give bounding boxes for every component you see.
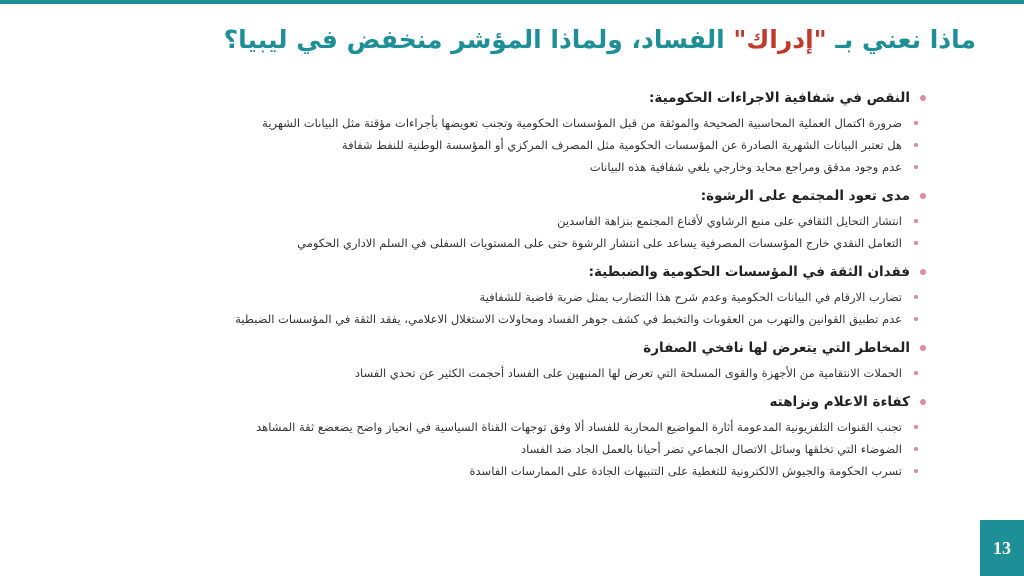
bullet-item-text: انتشار التحايل الثقافي على منبع الرشاوي لأقناع المجتمع بنزاهة الفاسدين — [557, 214, 902, 228]
bullet-list — [50, 286, 928, 330]
bullet-list — [50, 210, 928, 254]
section-heading — [50, 338, 928, 358]
bullet-item — [50, 112, 928, 134]
bullet-icon — [914, 469, 918, 473]
bullet-icon — [914, 165, 918, 169]
section-heading-text: المخاطر التي يتعرض لها نافخي الصفارة — [643, 340, 910, 356]
bullet-item-text: تسرب الحكومة والجيوش الالكترونية للتغطية على التنبيهات الجادة على الممارسات الفاسدة — [469, 464, 902, 478]
bullet-item-text: عدم تطبيق القوانين والتهرب من العقوبات والتخبط في كشف جوهر الفساد ومحاولات الاستغلال الاعلامي، يفقد الثقة في المؤسسات الضبطية — [235, 312, 902, 326]
section-transparency — [50, 88, 928, 178]
bullet-item — [50, 460, 928, 482]
bullet-list — [50, 416, 928, 482]
title-quoted-term: "إدراك" — [733, 25, 827, 54]
section-heading-text: النقص في شفافية الاجراءات الحكومية: — [649, 90, 910, 106]
bullet-icon — [920, 269, 926, 275]
page-number-tab — [980, 520, 1024, 576]
bullet-item — [50, 210, 928, 232]
bullet-item-text: عدم وجود مدقق ومراجع محايد وخارجي يلغي شفافية هذه البيانات — [589, 160, 902, 174]
bullet-item-text: الحملات الانتقامية من الأجهزة والقوى المسلحة التي تعرض لها المنبهين على الفساد أحجمت الكثير عن تحدي الفساد — [354, 366, 902, 380]
bullet-item — [50, 134, 928, 156]
bullet-icon — [914, 241, 918, 245]
slide-content — [50, 88, 928, 490]
section-heading-text: فقدان الثقة في المؤسسات الحكومية والضبطية: — [588, 264, 910, 280]
bullet-icon — [920, 399, 926, 405]
page-number: 13 — [993, 537, 1011, 558]
bullet-item-text: تضارب الارقام في البيانات الحكومية وعدم شرح هذا التضارب يمثل ضربة قاضية للشفافية — [479, 290, 902, 304]
section-heading-text: مدى تعود المجتمع على الرشوة: — [700, 188, 910, 204]
section-whistleblowers — [50, 338, 928, 384]
bullet-item-text: التعامل النقدي خارج المؤسسات المصرفية يساعد على انتشار الرشوة حتى على المستويات السفلى في السلم الاداري الحكومي — [297, 236, 902, 250]
bullet-icon — [914, 317, 918, 321]
section-heading — [50, 186, 928, 206]
bullet-item — [50, 308, 928, 330]
bullet-item — [50, 232, 928, 254]
title-part-1: ماذا نعني بـ — [826, 25, 976, 54]
bullet-icon — [914, 219, 918, 223]
bullet-item — [50, 438, 928, 460]
bullet-item-text: الضوضاء التي تخلقها وسائل الاتصال الجماعي تضر أحيانا بالعمل الجاد ضد الفساد — [521, 442, 902, 456]
slide-title — [120, 20, 976, 60]
section-heading — [50, 392, 928, 412]
top-accent-bar — [0, 0, 1024, 4]
bullet-item-text: ضرورة اكتمال العملية المحاسبية الصحيحة والموثقة من قبل المؤسسات الحكومية وتجنب تعويضها بأجراءات مؤقتة مثل البيانات الشهرية — [262, 116, 902, 130]
bullet-item-text: هل تعتبر البيانات الشهرية الصادرة عن المؤسسات الحكومية مثل المصرف المركزي أو المؤسسة الوطنية للنفط شفافة — [341, 138, 902, 152]
bullet-item — [50, 286, 928, 308]
section-heading — [50, 88, 928, 108]
bullet-icon — [914, 425, 918, 429]
bullet-list — [50, 112, 928, 178]
bullet-icon — [920, 345, 926, 351]
bullet-icon — [914, 143, 918, 147]
bullet-icon — [920, 95, 926, 101]
section-media — [50, 392, 928, 482]
section-bribery — [50, 186, 928, 254]
bullet-item — [50, 416, 928, 438]
bullet-icon — [914, 295, 918, 299]
bullet-item-text: تجنب القنوات التلفزيونية المدعومة أثارة المواضيع المحاربة للفساد ألا وفق توجهات القناة السياسية في انحياز واضح يضعضع ثقة المشاهد — [256, 420, 902, 434]
section-trust — [50, 262, 928, 330]
bullet-item — [50, 362, 928, 384]
bullet-icon — [914, 447, 918, 451]
title-part-2: الفساد، ولماذا المؤشر منخفض في ليبيا؟ — [223, 25, 734, 54]
section-heading — [50, 262, 928, 282]
bullet-list — [50, 362, 928, 384]
bullet-icon — [914, 371, 918, 375]
bullet-item — [50, 156, 928, 178]
section-heading-text: كفاءة الاعلام ونزاهته — [769, 394, 910, 410]
bullet-icon — [920, 193, 926, 199]
bullet-icon — [914, 121, 918, 125]
